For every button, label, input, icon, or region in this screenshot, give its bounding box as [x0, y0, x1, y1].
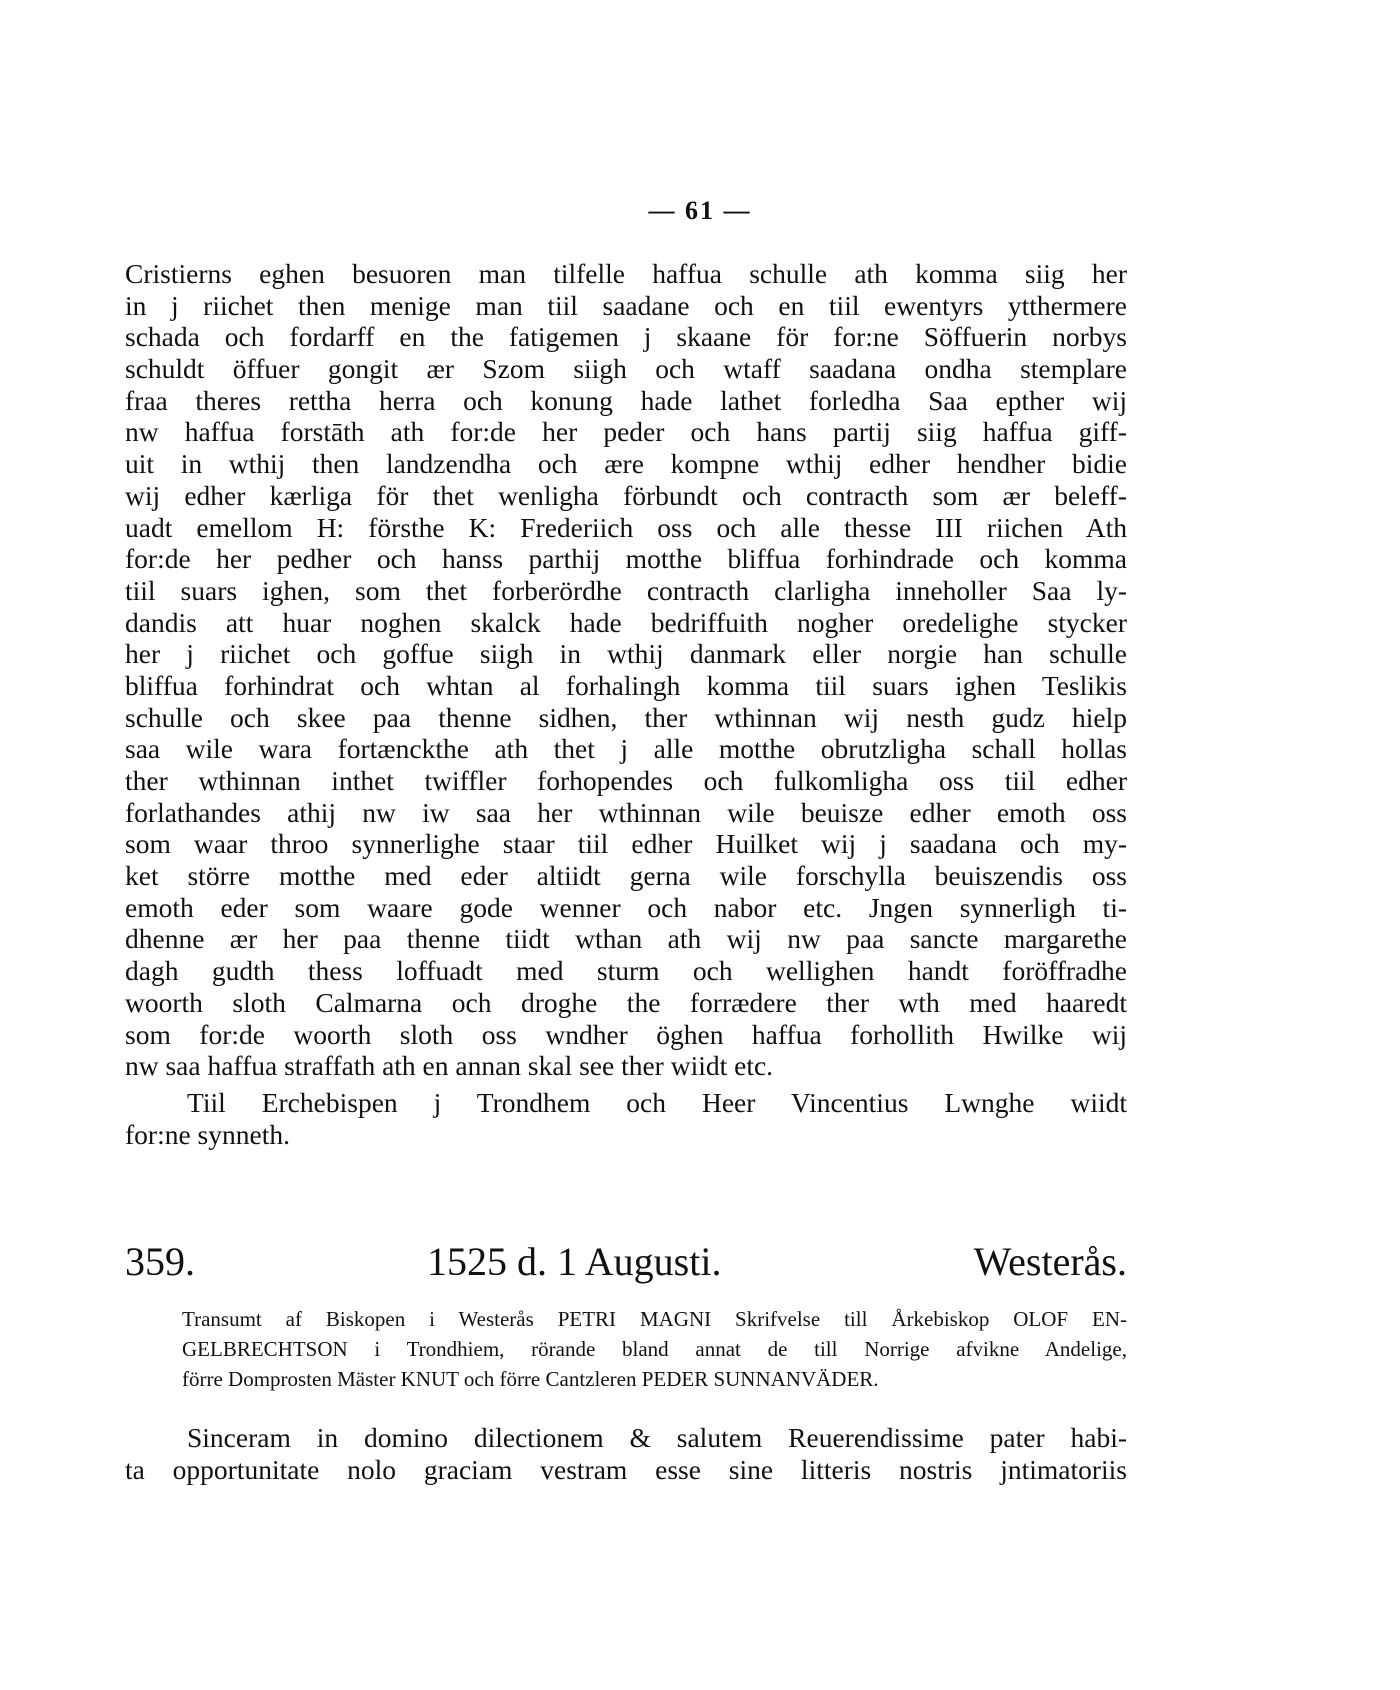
- text-line: her j riichet och goffue siigh in wthij danmark eller norgie han schulle: [125, 638, 1127, 670]
- text-line: wij edher kærliga för thet wenligha förbundt och contracth som ær beleff-: [125, 479, 1127, 511]
- text-line: uit in wthij then landzendha och ære kompne wthij edher hendher bidie: [125, 448, 1127, 480]
- entry-summary: [182, 1304, 1127, 1394]
- entry-place: Westerås.: [973, 1239, 1127, 1284]
- text-line: saa wile wara fortænckthe ath thet j alle motthe obrutzligha schall hollas: [125, 733, 1127, 765]
- text-line: dandis att huar noghen skalck hade bedriffuith nogher oredelighe stycker: [125, 606, 1127, 638]
- text-line: dagh gudth thess loffuadt med sturm och wellighen handt foröffradhe: [125, 955, 1127, 987]
- text-line: som for:de woorth sloth oss wndher öghen haffua forhollith Hwilke wij: [125, 1018, 1127, 1050]
- entry-heading: [125, 1240, 1127, 1284]
- text-line: for:de her pedher och hanss parthij motthe bliffua forhindrade och komma: [125, 543, 1127, 575]
- letter-address: [125, 1087, 1127, 1150]
- text-line: forlathandes athij nw iw saa her wthinnan wile beuisze edher emoth oss: [125, 796, 1127, 828]
- text-line: in j riichet then menige man tiil saadane och en tiil ewentyrs ytthermere: [125, 289, 1127, 321]
- text-line: fraa theres rettha herra och konung hade lathet forledha Saa epther wij: [125, 384, 1127, 416]
- text-line: ther wthinnan inthet twiffler forhopendes och fulkomligha oss tiil edher: [125, 765, 1127, 796]
- text-line: Sinceram in domino dilectionem & salutem Reuerendissime pater habi-: [187, 1422, 1127, 1453]
- text-line: emoth eder som waare gode wenner och nabor etc. Jngen synnerligh ti-: [125, 891, 1127, 923]
- text-line: bliffua forhindrat och whtan al forhalingh komma tiil suars ighen Teslikis: [125, 669, 1127, 701]
- text-line: nw saa haffua straffath ath en annan skal see ther wiidt etc.: [125, 1050, 774, 1082]
- latin-letter-opening: [125, 1422, 1127, 1485]
- text-line: schada och fordarff en the fatigemen j skaane för for:ne Söffuerin norbys: [125, 321, 1127, 353]
- text-line: nw haffua forstāth ath for:de her peder och hans partij siig haffua giff-: [125, 416, 1127, 448]
- letter-body-text: [125, 258, 1127, 1082]
- text-line: for:ne synneth.: [125, 1118, 290, 1150]
- text-line: som waar throo synnerlighe staar tiil edher Huilket wij j saadana och my-: [125, 828, 1127, 860]
- text-line: schulle och skee paa thenne sidhen, ther wthinnan wij nesth gudz hielp: [125, 701, 1127, 733]
- text-line: dhenne ær her paa thenne tiidt wthan ath wij nw paa sancte margarethe: [125, 923, 1127, 955]
- text-line: woorth sloth Calmarna och droghe the forrædere ther wth med haaredt: [125, 986, 1127, 1018]
- text-line: ket större motthe med eder altiidt gerna wile forschylla beuiszendis oss: [125, 860, 1127, 892]
- summary-line: Transumt af Biskopen i Westerås PETRI MAGNI Skrifvelse till Årkebiskop OLOF EN-: [182, 1307, 1127, 1331]
- text-line: schuldt öffuer gongit ær Szom siigh och wtaff saadana ondha stemplare: [125, 353, 1127, 385]
- text-line: uadt emellom H: försthe K: Frederiich oss och alle thesse III riichen Ath: [125, 511, 1127, 543]
- text-line: ta opportunitate nolo graciam vestram esse sine litteris nostris jntimatoriis: [125, 1453, 1127, 1485]
- summary-line: förre Domprosten Mäster KNUT och förre Cantzleren PEDER SUNNANVÄDER.: [182, 1367, 879, 1391]
- entry-date: 1525 d. 1 Augusti.: [427, 1239, 722, 1284]
- text-line: Tiil Erchebispen j Trondhem och Heer Vincentius Lwnghe wiidt: [187, 1087, 1127, 1118]
- text-line: tiil suars ighen, som thet forberördhe contracth clarligha inneholler Saa ly-: [125, 574, 1127, 606]
- page-number-header: — 61 —: [648, 196, 752, 225]
- entry-number: 359.: [125, 1239, 195, 1284]
- summary-line: GELBRECHTSON i Trondhiem, rörande bland annat de till Norrige afvikne Andelige,: [182, 1337, 1127, 1361]
- text-line: Cristierns eghen besuoren man tilfelle haffua schulle ath komma siig her: [125, 258, 1127, 289]
